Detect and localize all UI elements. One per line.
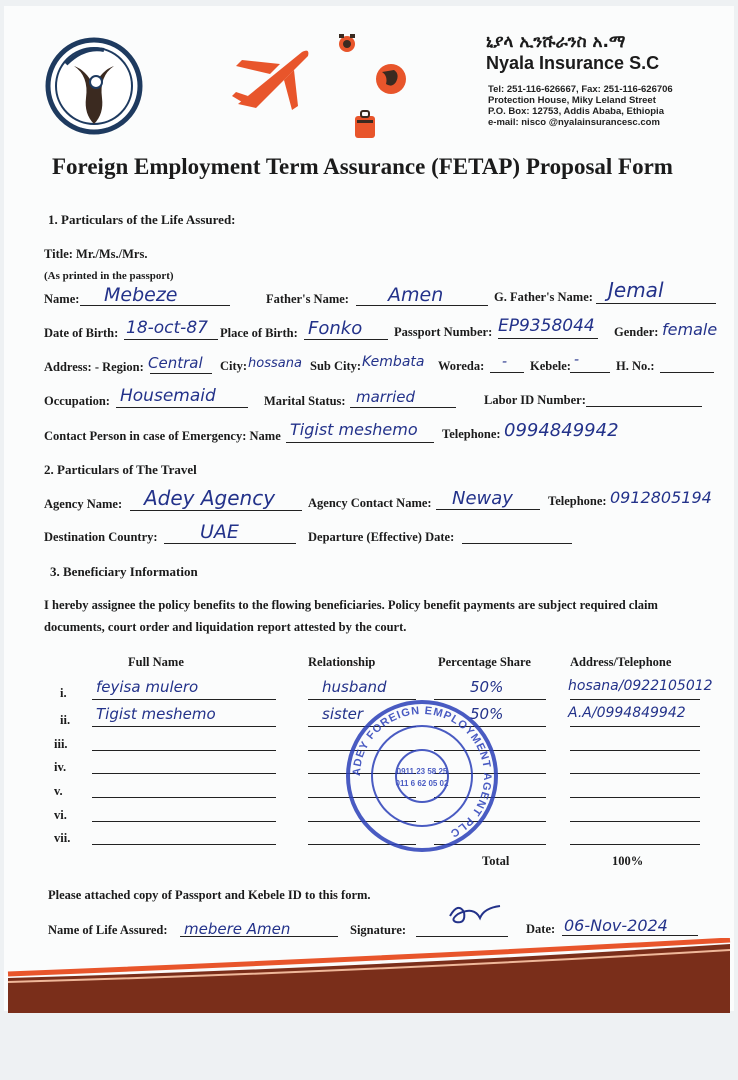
hno-label: H. No.: [616, 359, 655, 373]
occupation-line [116, 407, 248, 408]
hno-line [660, 372, 714, 373]
total-label: Total [482, 854, 510, 868]
stamp-inner-text-1: 0911 23 58 25 [396, 767, 448, 776]
section1-heading: 1. Particulars of the Life Assured: [48, 212, 236, 227]
address-line [570, 750, 700, 751]
emergency-value[interactable]: Tigist meshemo [290, 420, 418, 439]
passport-label: Passport Number: [394, 325, 493, 339]
address-label: Address: - Region: [44, 360, 144, 374]
emergency-line [286, 442, 434, 443]
row-number: ii. [60, 713, 71, 727]
kebele-value[interactable]: - [574, 352, 580, 368]
occupation-label: Occupation: [44, 394, 110, 408]
agency-value[interactable]: Adey Agency [144, 486, 276, 510]
passport-line [498, 338, 598, 339]
beneficiary-address[interactable]: hosana/0922105012 [568, 678, 713, 694]
emergency-tel-label: Telephone: [442, 427, 501, 441]
assured-label: Name of Life Assured: [48, 923, 168, 937]
section2-heading: 2. Particulars of The Travel [44, 462, 197, 477]
beneficiary-name[interactable]: feyisa mulero [96, 678, 199, 696]
beneficiary-paragraph: I hereby assignee the policy benefits to the flowing beneficiaries. Policy benefit payments are subject required claim documents, court order and liquidation report attested by the court. [44, 598, 658, 634]
stamp-outer-text: ADEY FOREIGN EMPLOYMENT AGENT PLC [350, 704, 494, 840]
marital-label: Marital Status: [264, 394, 346, 408]
row-number: vi. [54, 808, 67, 822]
agency-contact-value[interactable]: Neway [452, 488, 513, 509]
pob-label: Place of Birth: [220, 326, 298, 340]
city-label: City: [220, 359, 248, 373]
date-value[interactable]: 06-Nov-2024 [564, 916, 668, 935]
gender-value[interactable]: female [662, 320, 718, 339]
alarm-clock-icon [336, 32, 358, 59]
agency-tel-label: Telephone: [548, 494, 607, 508]
woreda-value[interactable]: - [502, 354, 508, 370]
agency-line [130, 510, 302, 511]
suitcase-icon [352, 110, 378, 145]
date-line [562, 935, 698, 936]
company-email: e-mail: nisco @nyalainsurancesc.com [488, 117, 660, 128]
marital-value[interactable]: married [356, 388, 416, 406]
address-line [570, 699, 700, 700]
beneficiary-share[interactable]: 50% [470, 705, 504, 723]
region-value[interactable]: Central [148, 354, 203, 372]
assured-value[interactable]: mebere Amen [184, 920, 291, 938]
agency-contact-label: Agency Contact Name: [308, 496, 432, 510]
footer-band [4, 938, 734, 1013]
col-full-name: Full Name [128, 655, 184, 669]
tel-label: Tel: [488, 84, 505, 95]
beneficiary-address[interactable]: A.A/0994849942 [568, 705, 686, 721]
gfather-name-line [596, 303, 716, 304]
printed-note: (As printed in the passport) [44, 270, 174, 282]
dob-line [124, 339, 218, 340]
row-number: i. [60, 686, 67, 700]
dob-value[interactable]: 18-oct-87 [126, 318, 208, 338]
departure-line [462, 543, 572, 544]
globe-icon [374, 62, 408, 101]
tel-value: 251-116-626667, [506, 84, 579, 95]
destination-line [164, 543, 296, 544]
full-name-line [92, 797, 276, 798]
company-name: Nyala Insurance S.C [486, 53, 660, 73]
signature-label: Signature: [350, 923, 407, 937]
gender-label: Gender: [614, 325, 659, 339]
fax-value: 251-116-626706 [603, 84, 673, 95]
marital-line [350, 407, 456, 408]
woreda-label: Woreda: [438, 359, 485, 373]
full-name-line [92, 699, 276, 700]
city-value[interactable]: hossana [248, 356, 302, 371]
beneficiary-name[interactable]: Tigist meshemo [96, 705, 216, 723]
full-name-line [92, 750, 276, 751]
company-address: Protection House, Miky Leland Street [488, 95, 656, 106]
departure-label: Departure (Effective) Date: [308, 530, 455, 544]
kebele-label: Kebele: [530, 359, 571, 373]
agency-contact-line [436, 509, 540, 510]
col-percentage: Percentage Share [438, 655, 531, 669]
subcity-label: Sub City: [310, 359, 362, 373]
attach-note: Please attached copy of Passport and Kebele ID to this form. [48, 888, 371, 902]
address-line [570, 844, 700, 845]
woreda-line [490, 372, 524, 373]
laborid-label: Labor ID Number: [484, 393, 586, 407]
subcity-value[interactable]: Kembata [362, 354, 425, 370]
region-line [150, 373, 212, 374]
address-line [570, 773, 700, 774]
row-number: iii. [54, 737, 68, 751]
fax-label: Fax: [581, 84, 601, 95]
address-line [570, 726, 700, 727]
gfather-name-value[interactable]: Jemal [608, 278, 664, 302]
title-line: Title: Mr./Ms./Mrs. [44, 247, 148, 261]
row-number: v. [54, 784, 63, 798]
form-title: Foreign Employment Term Assurance (FETAP) Proposal Form [52, 154, 673, 179]
beneficiary-relationship[interactable]: husband [322, 678, 387, 696]
name-label: Name: [44, 292, 80, 306]
father-name-label: Father's Name: [266, 292, 349, 306]
total-value: 100% [612, 854, 644, 868]
stamp-inner-text-2: 011 6 62 05 02 [395, 779, 449, 788]
airplane-icon [232, 46, 314, 117]
beneficiary-share[interactable]: 50% [470, 678, 504, 696]
laborid-line [586, 406, 702, 407]
occupation-value[interactable]: Housemaid [120, 386, 216, 406]
gfather-name-label: G. Father's Name: [494, 290, 593, 304]
col-address: Address/Telephone [570, 655, 672, 669]
passport-value[interactable]: EP9358044 [498, 316, 595, 336]
name-value[interactable]: Mebeze [104, 284, 178, 306]
col-relationship: Relationship [308, 655, 376, 669]
agency-label: Agency Name: [44, 497, 123, 511]
beneficiary-relationship[interactable]: sister [322, 705, 364, 723]
destination-value[interactable]: UAE [200, 521, 239, 543]
emergency-label: Contact Person in case of Emergency: Name [44, 429, 281, 443]
full-name-line [92, 773, 276, 774]
pob-value[interactable]: Fonko [308, 318, 363, 339]
address-line [570, 797, 700, 798]
nyala-logo [44, 36, 144, 136]
row-number: vii. [54, 831, 71, 845]
date-label: Date: [526, 922, 556, 936]
company-pobox: P.O. Box: 12753, Addis Ababa, Ethiopia [488, 106, 664, 117]
address-line [570, 821, 700, 822]
full-name-line [92, 726, 276, 727]
pob-line [304, 339, 388, 340]
section3-heading: 3. Beneficiary Information [50, 564, 198, 579]
company-contact [488, 84, 728, 128]
proposal-form-sheet [4, 6, 734, 1011]
full-name-line [92, 844, 276, 845]
emergency-tel-value[interactable]: 0994849942 [504, 420, 619, 441]
signature-line [416, 936, 508, 937]
company-name-amharic: ኒያላ ኢንሹራንስ አ.ማ [486, 32, 626, 52]
kebele-line [570, 372, 610, 373]
agency-stamp [342, 696, 502, 856]
father-name-value[interactable]: Amen [388, 284, 444, 306]
destination-label: Destination Country: [44, 530, 158, 544]
row-number: iv. [54, 760, 67, 774]
full-name-line [92, 821, 276, 822]
signature-mark [444, 900, 504, 935]
agency-tel-value[interactable]: 0912805194 [610, 488, 712, 507]
dob-label: Date of Birth: [44, 326, 119, 340]
